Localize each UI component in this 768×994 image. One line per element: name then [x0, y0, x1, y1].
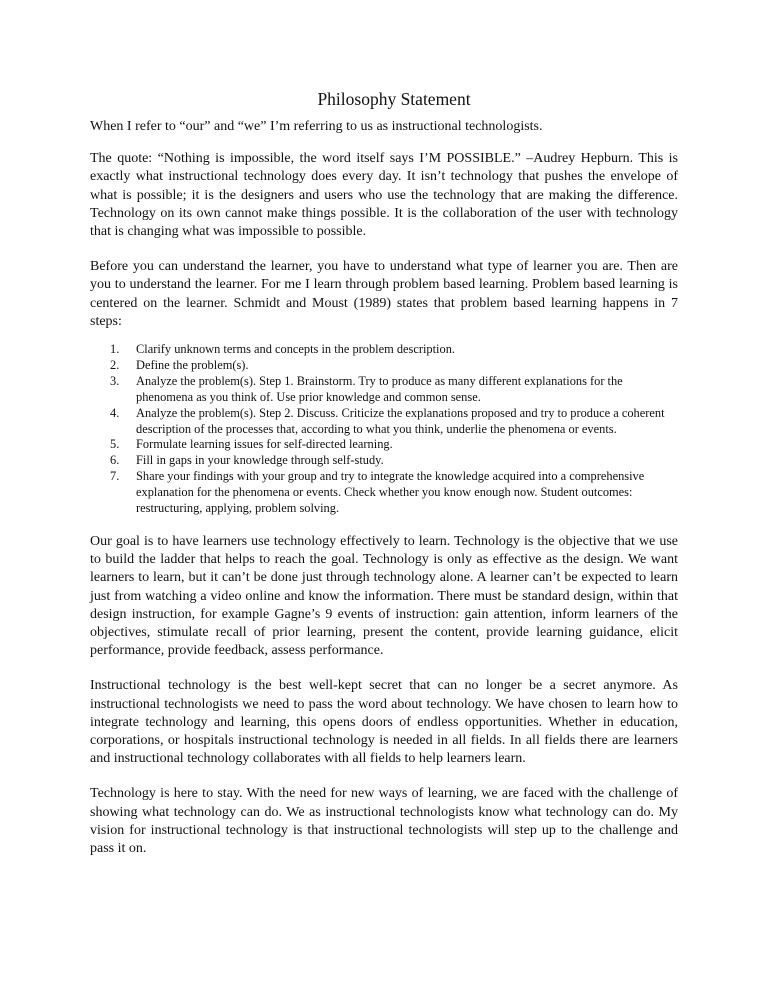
list-item-text: Analyze the problem(s). Step 1. Brainstorm. Try to produce as many different explanations for the phenomena as you think of. Use prior knowledge and common sense. — [136, 373, 623, 404]
list-item-number: 6. — [110, 453, 120, 468]
quote-paragraph: The quote: “Nothing is impossible, the word itself says I’M POSSIBLE.” –Audrey Hepburn. This is exactly what instructional technology does every day. It isn’t technology that pushes the envelope of what is possible; it is the designers and users who use the technology that are making the difference. Technology on its own cannot make things possible. It is the collaboration of the user with technology that is changing what was impossible to possible. — [90, 151, 678, 240]
list-item — [90, 374, 678, 406]
list-item-text: Share your findings with your group and try to integrate the knowledge acquired into a comprehensive explanation for the phenomena or events. Check whether you know enough now. Student outcomes: restructuring, applying, problem solving. — [136, 469, 645, 516]
list-item-text: Clarify unknown terms and concepts in the problem description. — [136, 342, 455, 357]
goal-paragraph: Our goal is to have learners use technology effectively to learn. Technology is the objective that we use to build the ladder that helps to reach the goal. Technology is only as effective as the design. We want learners to learn, but it can’t be done just through technology alone. A learner can’t be expected to learn just from watching a video online and know the information. There must be standard design, within that design instruction, for example Gagne’s 9 events of instruction: gain attention, inform learners of the objectives, stimulate recall of prior learning, present the content, provide learning guidance, elicit performance, provide feedback, assess performance. — [90, 534, 678, 659]
list-item — [90, 437, 678, 453]
list-item-text: Fill in gaps in your knowledge through self-study. — [136, 453, 384, 468]
list-item — [90, 358, 678, 374]
list-item-number: 5. — [110, 437, 120, 452]
list-item-number: 2. — [110, 357, 120, 372]
secret-paragraph: Instructional technology is the best well-kept secret that can no longer be a secret anymore. As instructional technologists we need to pass the word about technology. We have chosen to learn how to integrate technology and learning, this opens doors of endless opportunities. Whether in education, corporations, or hospitals instructional technology is needed in all fields. In all fields there are learners and instructional technology collaborates with all fields to help learners learn. — [90, 678, 678, 767]
list-item-text: Formulate learning issues for self-directed learning. — [136, 437, 393, 452]
vision-paragraph: Technology is here to stay. With the need for new ways of learning, we are faced with the challenge of showing what technology can do. We as instructional technologists know what technology can do. My vision for instructional technology is that instructional technologists will step up to the challenge and pass it on. — [90, 786, 678, 857]
list-item — [90, 406, 678, 438]
list-item-number: 4. — [110, 405, 120, 420]
list-item — [90, 469, 678, 517]
list-item — [90, 342, 678, 358]
list-item-number: 3. — [110, 373, 120, 388]
list-item-text: Define the problem(s). — [136, 357, 249, 372]
list-item — [90, 453, 678, 469]
learner-paragraph: Before you can understand the learner, you have to understand what type of learner you are. Then are you to understand the learner. For me I learn through problem based learning. Problem based learning is centered on the learner. Schmidt and Moust (1989) states that problem based learning happens in 7 steps: — [90, 259, 678, 329]
steps-list — [90, 342, 678, 517]
document-page — [90, 88, 678, 875]
intro-paragraph: When I refer to “our” and “we” I’m referring to us as instructional technologists. — [90, 119, 543, 134]
list-item-number: 1. — [110, 342, 120, 357]
list-item-number: 7. — [110, 469, 120, 484]
list-item-text: Analyze the problem(s). Step 2. Discuss. Criticize the explanations proposed and try to produce a coherent description of the processes that, according to what you think, underlie the phenomena or events. — [136, 405, 665, 436]
page-title: Philosophy Statement — [317, 89, 471, 109]
